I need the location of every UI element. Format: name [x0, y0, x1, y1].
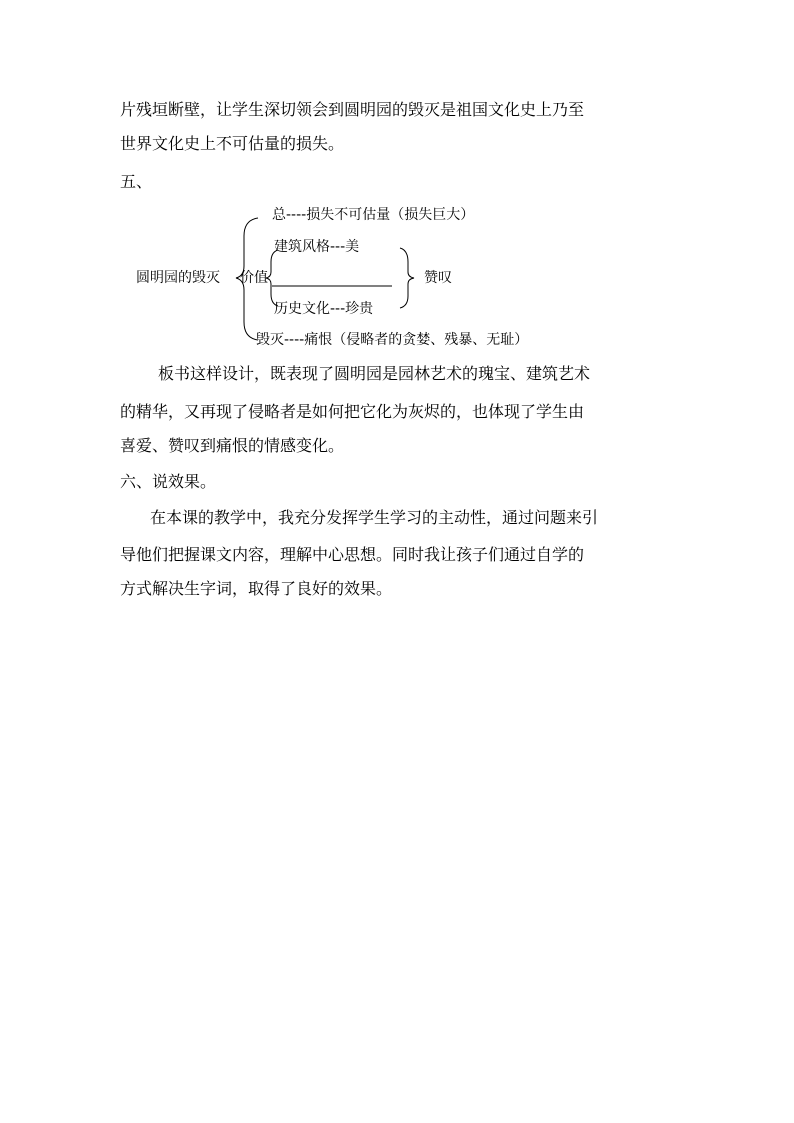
board-destruction: 毁灭----痛恨（侵略者的贪婪、残暴、无耻）	[256, 332, 529, 348]
board-total: 总----损失不可估量（损失巨大）	[272, 207, 475, 223]
board-value-label: 价值	[240, 270, 268, 286]
right-brace	[400, 248, 414, 308]
explanation-line-3: 喜爱、赞叹到痛恨的情感变化。	[120, 436, 345, 455]
section-6-line-2: 导他们把握课文内容，理解中心思想。同时我让孩子们通过自学的	[120, 545, 585, 564]
board-root: 圆明园的毁灭	[136, 270, 220, 286]
intro-line-1: 片残垣断壁，让学生深切领会到圆明园的毁灭是祖国文化史上乃至	[120, 100, 585, 119]
section-6-line-3: 方式解决生字词，取得了良好的效果。	[120, 579, 393, 598]
board-history: 历史文化---珍贵	[274, 301, 374, 317]
section-6-line-1: 在本课的教学中，我充分发挥学生学习的主动性，通过问题来引	[150, 508, 599, 527]
board-praise: 赞叹	[424, 270, 452, 286]
section-5-heading: 五、	[120, 172, 153, 191]
explanation-line-2: 的精华，又再现了侵略者是如何把它化为灰烬的，也体现了学生由	[120, 402, 585, 421]
section-6-heading: 六、说效果。	[120, 472, 217, 491]
intro-line-2: 世界文化史上不可估量的损失。	[120, 134, 345, 153]
explanation-line-1: 板书这样设计，既表现了圆明园是园林艺术的瑰宝、建筑艺术	[158, 364, 591, 383]
board-architecture: 建筑风格---美	[274, 239, 360, 255]
